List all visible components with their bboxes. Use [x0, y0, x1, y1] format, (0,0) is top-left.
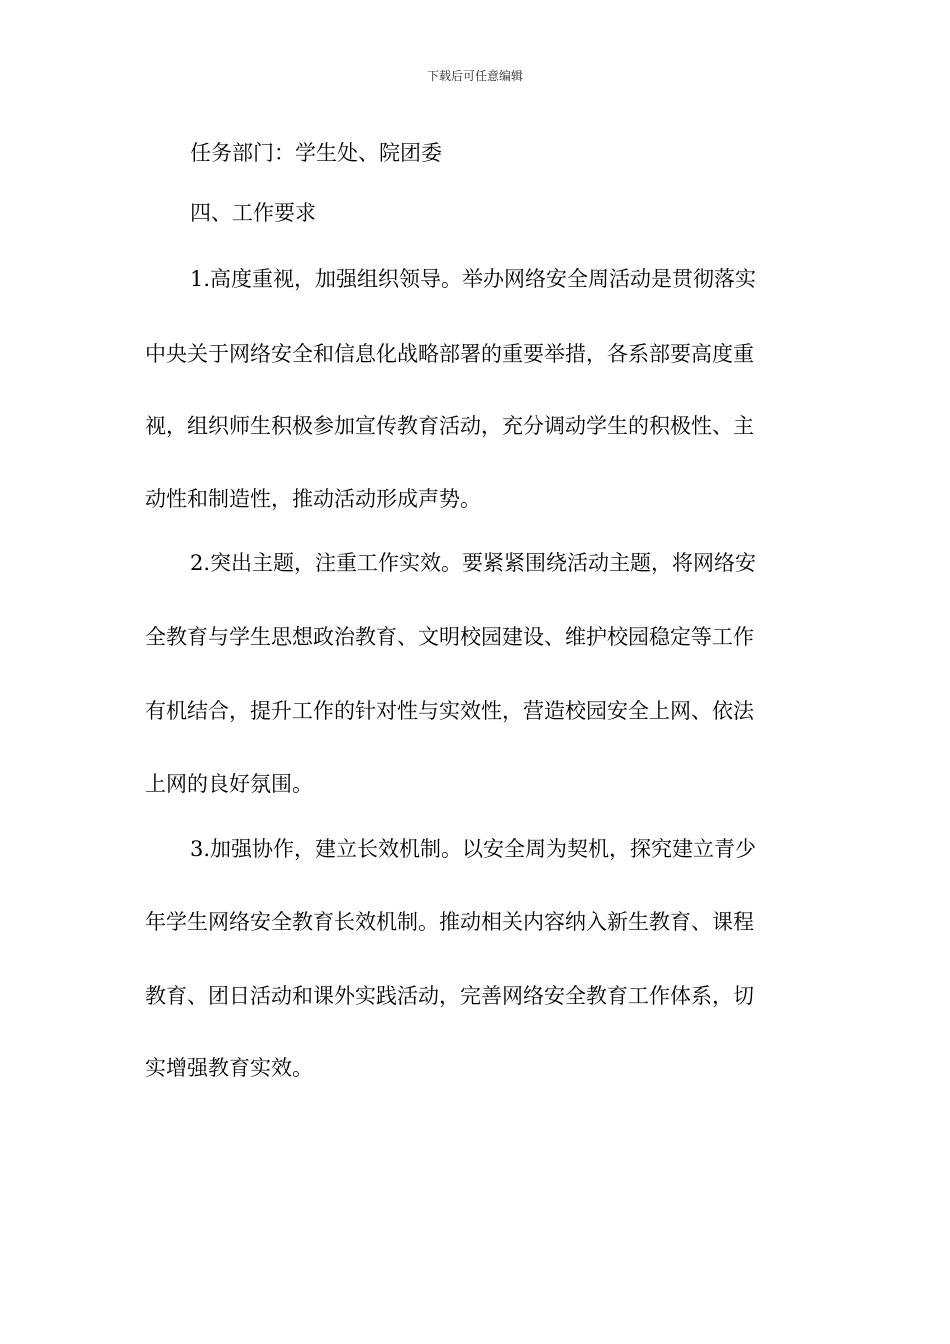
section-heading: 四、工作要求	[190, 201, 316, 225]
text-line: 上网的良好氛围。	[145, 772, 313, 796]
text-line: 动性和制造性，推动活动形成声势。	[145, 487, 481, 511]
page-header: 下载后可任意编辑	[426, 69, 523, 83]
text-line: 中央关于网络安全和信息化战略部署的重要举措，各系部要高度重	[145, 342, 754, 366]
text-line: 年学生网络安全教育长效机制。推动相关内容纳入新生教育、课程	[145, 910, 754, 934]
text-line: 任务部门：学生处、院团委	[190, 141, 442, 165]
text-line: 视，组织师生积极参加宣传教育活动，充分调动学生的积极性、主	[145, 414, 754, 438]
text-line: 3.加强协作，建立长效机制。以安全周为契机，探究建立青少	[190, 837, 757, 861]
text-line: 1.高度重视，加强组织领导。举办网络安全周活动是贯彻落实	[190, 267, 757, 291]
text-line: 教育、团日活动和课外实践活动，完善网络安全教育工作体系，切	[145, 984, 754, 1008]
text-line: 全教育与学生思想政治教育、文明校园建设、维护校园稳定等工作	[145, 625, 754, 649]
text-line: 2.突出主题，注重工作实效。要紧紧围绕活动主题，将网络安	[190, 551, 757, 575]
text-line: 有机结合，提升工作的针对性与实效性，营造校园安全上网、依法	[145, 699, 754, 723]
text-line: 实增强教育实效。	[145, 1056, 313, 1080]
